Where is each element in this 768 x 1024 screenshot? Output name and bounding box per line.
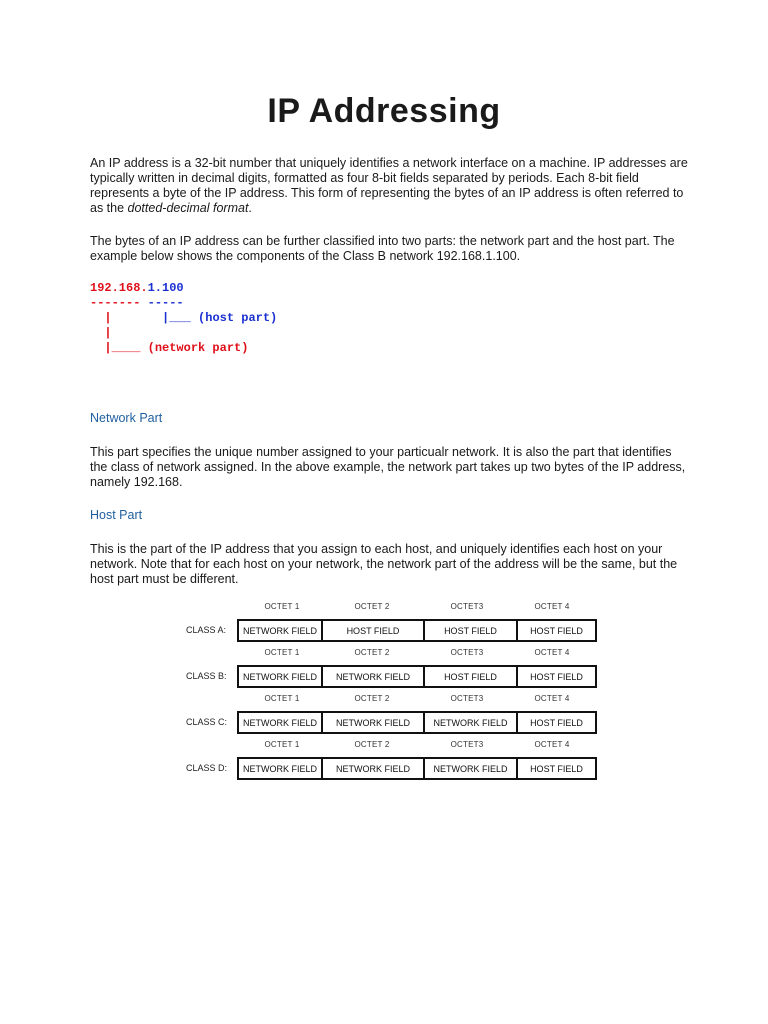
intro-paragraph — [90, 156, 690, 216]
field-cell: NETWORK FIELD — [323, 713, 425, 732]
field-row — [237, 711, 597, 734]
octet-label: OCTET 1 — [264, 602, 300, 611]
octet-label: OCTET 1 — [264, 694, 300, 703]
field-cell: HOST FIELD — [530, 671, 583, 682]
octet-label: OCTET 4 — [534, 602, 570, 611]
field-cell: HOST FIELD — [530, 625, 583, 636]
class-row — [186, 602, 606, 648]
octet-label: OCTET 4 — [534, 740, 570, 749]
class-row — [186, 740, 606, 786]
octet-header — [237, 602, 597, 616]
octet-label: OCTET 2 — [354, 648, 390, 657]
octet-label: OCTET3 — [450, 740, 484, 749]
octet-header — [237, 694, 597, 708]
octet-label: OCTET 4 — [534, 694, 570, 703]
field-cell: HOST FIELD — [530, 763, 583, 774]
field-row — [237, 619, 597, 642]
class-label: CLASS C: — [186, 717, 228, 727]
field-cell: HOST FIELD — [323, 621, 425, 640]
octet-header — [237, 648, 597, 662]
field-row — [237, 665, 597, 688]
octet-label: OCTET 1 — [264, 648, 300, 657]
octet-label: OCTET3 — [450, 602, 484, 611]
host-part-paragraph: This is the part of the IP address that you assign to each host, and uniquely identifies each host on your network. Note that for each host on your network, the network part of the address will be the same, but the host part must be different. — [90, 542, 678, 586]
class-label: CLASS B: — [186, 671, 227, 681]
octet-label: OCTET 2 — [354, 740, 390, 749]
field-cell: NETWORK FIELD — [239, 621, 323, 640]
network-pipe: | — [104, 311, 112, 325]
page-title: IP Addressing — [267, 92, 501, 130]
octet-label: OCTET 2 — [354, 694, 390, 703]
network-octets: 192.168. — [90, 281, 148, 295]
octet-label: OCTET3 — [450, 694, 484, 703]
intro-text-after: . — [248, 201, 252, 215]
octet-label: OCTET 2 — [354, 602, 390, 611]
field-cell: NETWORK FIELD — [323, 667, 425, 686]
ip-example-diagram — [90, 281, 277, 356]
network-pipe: | — [104, 326, 112, 340]
field-cell: HOST FIELD — [530, 717, 583, 728]
network-label: |____ (network part) — [104, 341, 249, 355]
field-cell: NETWORK FIELD — [425, 759, 518, 778]
field-cell: HOST FIELD — [425, 621, 518, 640]
host-part-heading: Host Part — [90, 508, 143, 522]
class-label: CLASS D: — [186, 763, 228, 773]
class-row — [186, 694, 606, 740]
field-cell: NETWORK FIELD — [239, 713, 323, 732]
ip-class-table — [186, 602, 606, 786]
host-label: |___ (host part) — [162, 311, 278, 325]
field-cell: NETWORK FIELD — [425, 713, 518, 732]
octet-label: OCTET3 — [450, 648, 484, 657]
octet-label: OCTET 4 — [534, 648, 570, 657]
network-part-paragraph: This part specifies the unique number assigned to your particualr network. It is also the part that identifies the class of network assigned. In the above example, the network part takes up two bytes of the IP address, namely 192.168. — [90, 445, 686, 489]
intro-emphasis: dotted-decimal format — [127, 201, 249, 215]
field-cell: NETWORK FIELD — [323, 759, 425, 778]
field-cell: HOST FIELD — [425, 667, 518, 686]
class-label: CLASS A: — [186, 625, 227, 635]
octet-header — [237, 740, 597, 754]
field-cell: NETWORK FIELD — [239, 667, 323, 686]
host-underline: ----- — [147, 296, 184, 310]
host-octets: 1.100 — [147, 281, 184, 295]
octet-label: OCTET 1 — [264, 740, 300, 749]
field-row — [237, 757, 597, 780]
intro-text-before: An IP address is a 32-bit number that uniquely identifies a network interface on a machine. IP addresses are typically written in decimal digits, formatted as four 8-bit fields separated by periods. Each 8-bit field represents a byte of the IP address. This form of representing the bytes of an IP address is often referred to as the — [90, 156, 688, 215]
bytes-paragraph: The bytes of an IP address can be further classified into two parts: the network part and the host part. The example below shows the components of the Class B network 192.168.1.100. — [90, 234, 675, 263]
network-underline: ------- — [90, 296, 141, 310]
network-part-heading: Network Part — [90, 411, 163, 425]
class-row — [186, 648, 606, 694]
field-cell: NETWORK FIELD — [239, 759, 323, 778]
